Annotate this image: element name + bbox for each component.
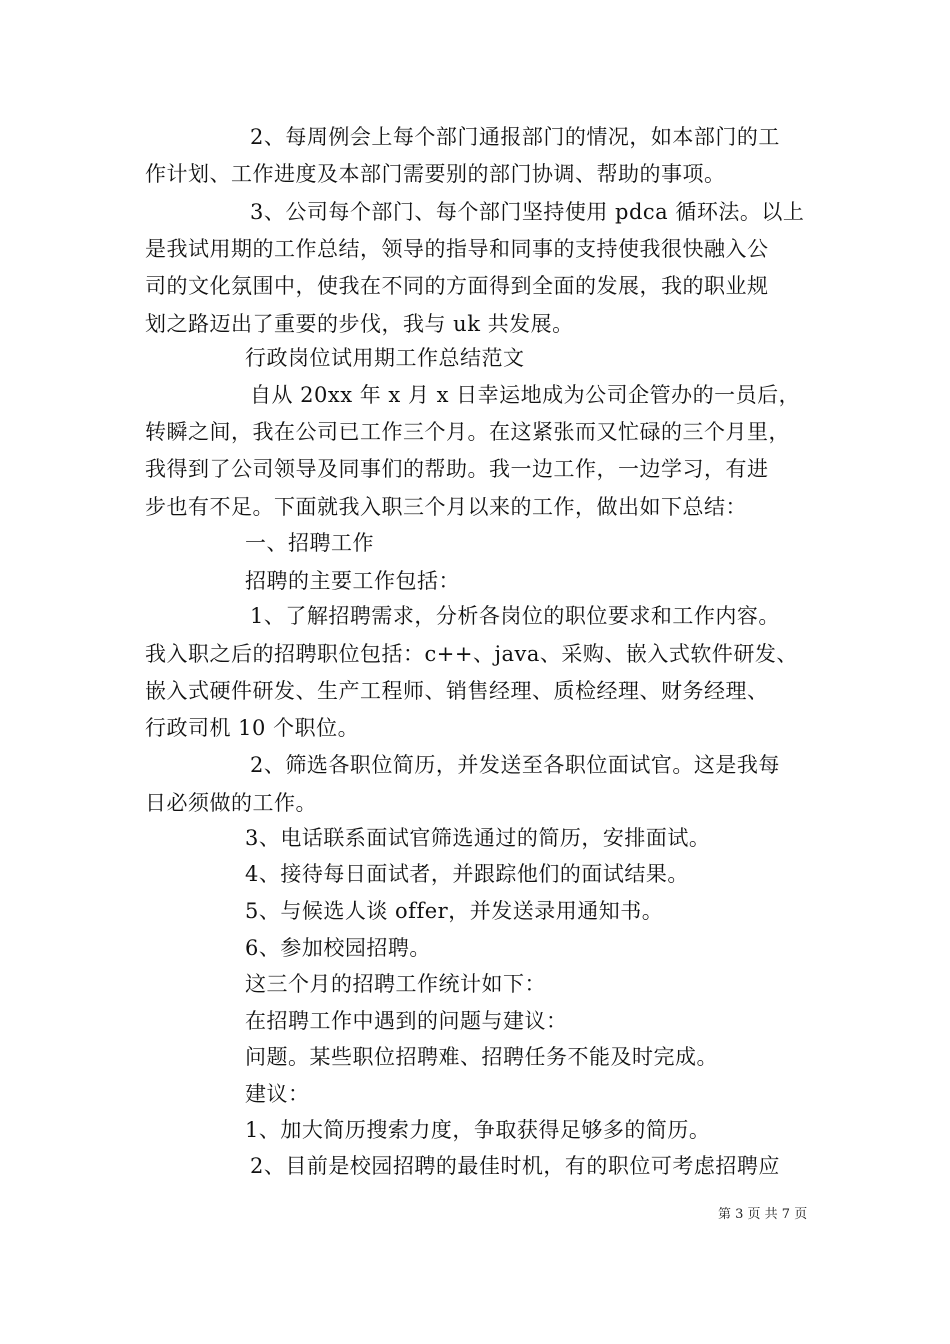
- paragraph-line: 3、公司每个部门、每个部门坚持使用 pdca 循环法。以上: [250, 200, 805, 224]
- paragraph-line: 我得到了公司领导及同事们的帮助。我一边工作，一边学习，有进: [145, 457, 769, 481]
- paragraph-line: 司的文化氛围中，使我在不同的方面得到全面的发展，我的职业规: [145, 274, 769, 298]
- paragraph-line: 是我试用期的工作总结，领导的指导和同事的支持使我很快融入公: [145, 237, 769, 261]
- paragraph-line: 我入职之后的招聘职位包括：c++、java、采购、嵌入式软件研发、: [145, 642, 798, 666]
- section-heading: 一、招聘工作: [245, 531, 374, 555]
- paragraph-line: 日必须做的工作。: [145, 791, 317, 815]
- paragraph-line: 问题。某些职位招聘难、招聘任务不能及时完成。: [245, 1045, 718, 1069]
- list-item: 2、目前是校园招聘的最佳时机，有的职位可考虑招聘应: [250, 1154, 780, 1178]
- list-item: 1、加大简历搜索力度，争取获得足够多的简历。: [245, 1118, 711, 1142]
- paragraph-line: 在招聘工作中遇到的问题与建议：: [245, 1009, 568, 1033]
- paragraph-line: 2、筛选各职位简历，并发送至各职位面试官。这是我每: [250, 753, 780, 777]
- paragraph-line: 1、了解招聘需求，分析各岗位的职位要求和工作内容。: [250, 604, 780, 628]
- paragraph-line: 自从 20xx 年 x 月 x 日幸运地成为公司企管办的一员后，: [250, 383, 801, 407]
- paragraph-line: 转瞬之间，我在公司已工作三个月。在这紧张而又忙碌的三个月里，: [145, 420, 790, 444]
- paragraph-line: 招聘的主要工作包括：: [245, 569, 460, 593]
- paragraph-line: 步也有不足。下面就我入职三个月以来的工作，做出如下总结：: [145, 495, 747, 519]
- list-item: 5、与候选人谈 offer，并发送录用通知书。: [245, 899, 664, 923]
- list-item: 6、参加校园招聘。: [245, 936, 431, 960]
- paragraph-line: 这三个月的招聘工作统计如下：: [245, 972, 546, 996]
- paragraph-line: 划之路迈出了重要的步伐，我与 uk 共发展。: [145, 312, 574, 336]
- paragraph-line: 嵌入式硬件研发、生产工程师、销售经理、质检经理、财务经理、: [145, 679, 769, 703]
- list-item: 3、电话联系面试官筛选通过的简历，安排面试。: [245, 826, 711, 850]
- page-number-footer: 第 3 页 共 7 页: [718, 1207, 808, 1222]
- paragraph-line: 建议：: [245, 1082, 310, 1106]
- paragraph-line: 作计划、工作进度及本部门需要别的部门协调、帮助的事项。: [145, 162, 726, 186]
- section-heading: 行政岗位试用期工作总结范文: [245, 346, 525, 370]
- paragraph-line: 2、每周例会上每个部门通报部门的情况，如本部门的工: [250, 125, 780, 149]
- list-item: 4、接待每日面试者，并跟踪他们的面试结果。: [245, 862, 689, 886]
- paragraph-line: 行政司机 10 个职位。: [145, 716, 360, 740]
